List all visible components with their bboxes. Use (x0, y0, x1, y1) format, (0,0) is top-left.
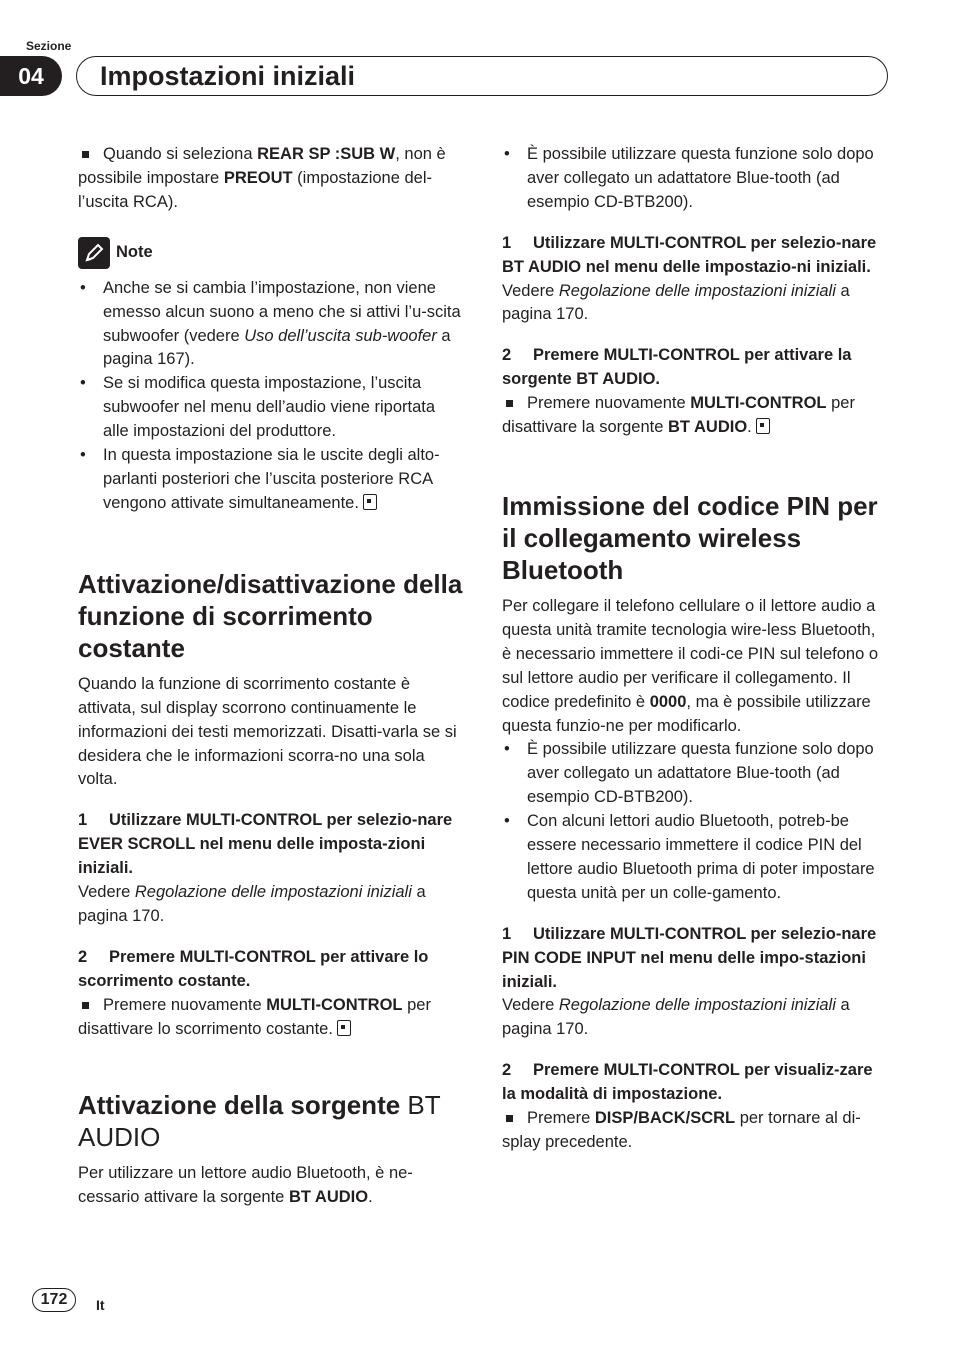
end-mark-icon (756, 418, 770, 434)
pencil-note-icon (78, 237, 110, 269)
square-bullet-icon (506, 1115, 513, 1122)
scroll-body: Quando la funzione di scorrimento costante è attivata, sul display scorrono continuamente le informazioni dei testi memorizzati. Disatti-varla se si desidera che le informazioni scorra-no una sola volta. (78, 674, 457, 789)
right-column (502, 143, 888, 1155)
note-label: Note (116, 242, 153, 261)
section-title: Impostazioni iniziali (100, 61, 356, 91)
bt-square-item: Premere nuovamente MULTI-CONTROL per disattivare la sorgente BT AUDIO. (502, 394, 855, 437)
square-bullet-icon (82, 151, 89, 158)
note-item: • Anche se si cambia l’impostazione, non viene emesso alcun suono a meno che si attivi l’u-scita subwoofer (vedere Uso dell’uscita sub-woofer a pagina 167). (80, 278, 461, 369)
scroll-step-2: 2 Premere MULTI-CONTROL per attivare lo scorrimento costante. (78, 947, 429, 990)
bt-step-1-ref: Vedere Regolazione delle impostazioni iniziali a pagina 170. (502, 281, 850, 324)
note-heading (78, 237, 464, 269)
scroll-square-item: Premere nuovamente MULTI-CONTROL per disattivare lo scorrimento costante. (78, 995, 431, 1038)
intro-square-item: Quando si seleziona REAR SP :SUB W, non è possibile impostare PREOUT (impostazione del-l’uscita RCA). (78, 145, 446, 211)
scroll-heading: Attivazione/disattivazione della funzione di scorrimento costante (78, 568, 463, 663)
left-column (78, 143, 464, 1210)
scroll-step-1: 1 Utilizzare MULTI-CONTROL per selezio-nare EVER SCROLL nel menu delle imposta-zioni iniziali. (78, 811, 453, 878)
note-item: • Se si modifica questa impostazione, l’uscita subwoofer nel menu dell’audio viene riportata alle impostazioni del produttore. (80, 374, 436, 441)
note-item: • In questa impostazione sia le uscite degli alto-parlanti posteriori che l’uscita posteriore RCA vengono attivate simultaneamente. (80, 446, 440, 512)
square-bullet-icon (82, 1002, 89, 1009)
sezione-label: Sezione (26, 39, 72, 53)
bt-bullet: • È possibile utilizzare questa funzione solo dopo aver collegato un adattatore Blue-tooth (ad esempio CD-BTB200). (504, 145, 874, 211)
note-list (78, 277, 464, 516)
pin-step-1: 1 Utilizzare MULTI-CONTROL per selezio-nare PIN CODE INPUT nel menu delle impo-stazioni iniziali. (502, 924, 877, 991)
bt-step-2: 2 Premere MULTI-CONTROL per attivare la sorgente BT AUDIO. (502, 346, 852, 389)
pin-step-2: 2 Premere MULTI-CONTROL per visualiz-zare la modalità di impostazione. (502, 1061, 873, 1104)
pin-body: Per collegare il telefono cellulare o il lettore audio a questa unità tramite tecnologia wire-less Bluetooth, è necessario immettere il codi-ce PIN sul telefono o sul lettore audio per verificare il collegamento. Il codice predefinito è 0000, ma è possibile utilizzare questa funzio-ne per modificarlo. (502, 596, 879, 735)
section-number-badge: 04 (0, 56, 62, 96)
bt-step-1: 1 Utilizzare MULTI-CONTROL per selezio-nare BT AUDIO nel menu delle impostazio-ni iniziali. (502, 233, 877, 276)
pin-heading: Immissione del codice PIN per il collegamento wireless Bluetooth (502, 490, 878, 585)
pin-bullet: • È possibile utilizzare questa funzione solo dopo aver collegato un adattatore Blue-tooth (ad esempio CD-BTB200). (504, 740, 874, 807)
pin-step-1-ref: Vedere Regolazione delle impostazioni iniziali a pagina 170. (502, 996, 850, 1039)
square-bullet-icon (506, 400, 513, 407)
language-label: It (96, 1297, 105, 1313)
bt-body: Per utilizzare un lettore audio Bluetooth, è ne-cessario attivare la sorgente BT AUDIO. (78, 1164, 413, 1207)
bt-heading: Attivazione della sorgente BT AUDIO (78, 1090, 441, 1153)
end-mark-icon (337, 1020, 351, 1036)
pin-square-item: Premere DISP/BACK/SCRL per tornare al di-splay precedente. (502, 1109, 861, 1151)
page-number: 172 (32, 1288, 76, 1312)
pin-bullet: • Con alcuni lettori audio Bluetooth, potreb-be essere necessario immettere il codice PIN del lettore audio Bluetooth prima di poter impostare questa unità per un colle-gamento. (504, 812, 875, 902)
end-mark-icon (363, 494, 377, 510)
scroll-step-1-ref: Vedere Regolazione delle impostazioni iniziali a pagina 170. (78, 883, 426, 925)
